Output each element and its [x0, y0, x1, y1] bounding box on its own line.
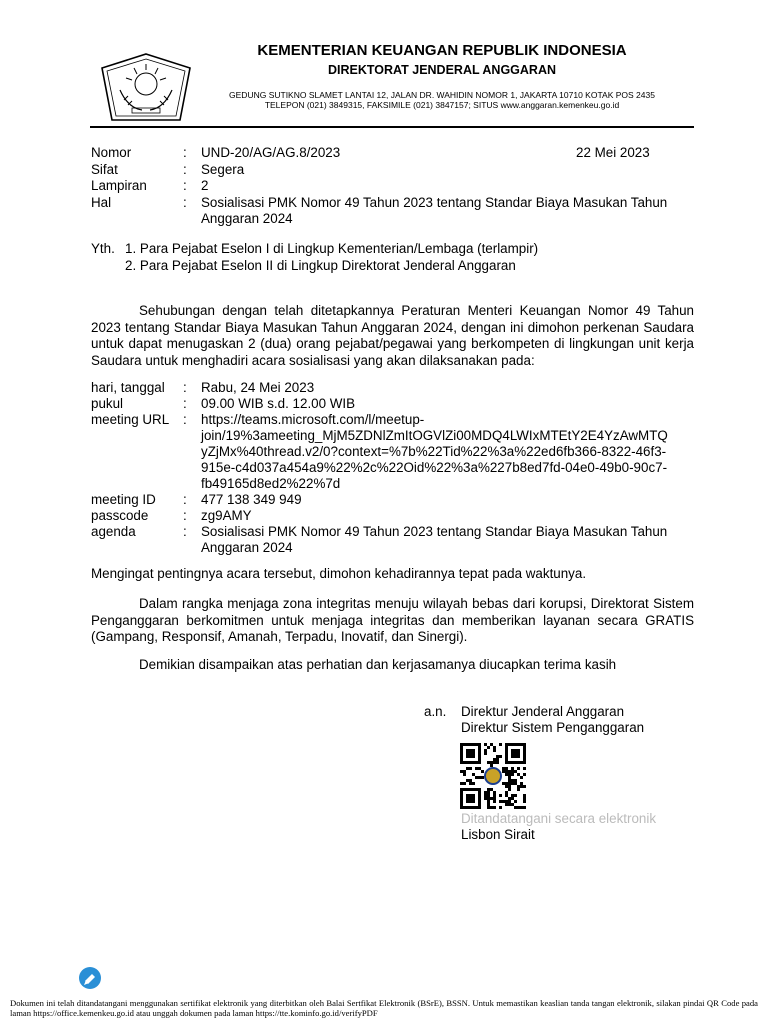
lampiran-value: 2 — [201, 178, 209, 193]
recipient-1: 1. Para Pejabat Eselon I di Lingkup Kementerian/Lembaga (terlampir) — [125, 241, 539, 256]
meeting-url-line1[interactable]: https://teams.microsoft.com/l/meetup- — [201, 412, 425, 427]
colon: : — [183, 508, 187, 523]
colon: : — [183, 524, 187, 539]
ministry-name: KEMENTERIAN KEUANGAN REPUBLIK INDONESIA — [257, 42, 627, 59]
body-paragraph-1: Sehubungan dengan telah ditetapkannya Peraturan Menteri Keuangan Nomor 49 Tahun 2023 tentang Standar Biaya Masukan Tahun Anggaran 2024, dengan ini dimohon perkenan Saudara untuk dapat menugaskan 2 (dua) orang pejabat/pegawai yang berkompeten di lingkungan unit kerja Saudara untuk menghadiri acara sosialisasi yang akan dilaksanakan pada: — [91, 303, 694, 368]
signer-title-2: Direktur Sistem Penganggaran — [461, 720, 645, 735]
footer-disclaimer: Dokumen ini telah ditandatangani menggunakan sertifikat elektronik yang diterbitkan oleh Balai Sertfikat Elektronik (BSrE), BSSN. Untuk memastikan keaslian tanda tangan elektronik, silakan pindai QR Code pada laman https://office.kemenkeu.go.id atau unggah dokumen pada laman https://tte.kominfo.go.id/verifyPDF — [10, 998, 758, 1018]
day-value: Rabu, 24 Mei 2023 — [201, 380, 315, 395]
hal-label: Hal — [91, 195, 112, 210]
nomor-label: Nomor — [91, 145, 132, 160]
address-line: GEDUNG SUTIKNO SLAMET LANTAI 12, JALAN DR. WAHIDIN NOMOR 1, JAKARTA 10710 KOTAK POS 2435 — [229, 90, 655, 100]
ministry-logo-icon — [98, 50, 194, 124]
colon: : — [183, 178, 187, 193]
meeting-url-line5[interactable]: fb49165d8ed2%22%7d — [201, 476, 341, 491]
nomor-value: UND-20/AG/AG.8/2023 — [201, 145, 341, 160]
url-label: meeting URL — [91, 412, 170, 427]
colon: : — [183, 145, 187, 160]
recipient-2: 2. Para Pejabat Eselon II di Lingkup Direktorat Jenderal Anggaran — [125, 258, 516, 273]
agenda-label: agenda — [91, 524, 136, 539]
time-label: pukul — [91, 396, 124, 411]
body-paragraph-3: Dalam rangka menjaga zona integritas menuju wilayah bebas dari korupsi, Direktorat Sistem Penganggaran berkomitmen untuk menjaga integritas dan memberikan layanan secara GRATIS (Gampang, Responsif, Amanah, Terpadu, Inovatif, dan Sinergi). — [91, 596, 694, 644]
day-label: hari, tanggal — [91, 380, 165, 395]
colon: : — [183, 492, 187, 507]
passcode-value: zg9AMY — [201, 508, 252, 523]
colon: : — [183, 380, 187, 395]
colon: : — [183, 195, 187, 210]
passcode-label: passcode — [91, 508, 149, 523]
colon: : — [183, 162, 187, 177]
on-behalf-label: a.n. — [424, 704, 447, 719]
time-value: 09.00 WIB s.d. 12.00 WIB — [201, 396, 356, 411]
meeting-id-value: 477 138 349 949 — [201, 492, 302, 507]
bsre-logo-icon — [78, 966, 102, 990]
meeting-url-line3[interactable]: yZjMx%40thread.v2/0?context=%7b%22Tid%22%3a%22ed6fb366-8322-46f3- — [201, 444, 667, 459]
signer-name: Lisbon Sirait — [461, 827, 535, 842]
lampiran-label: Lampiran — [91, 178, 147, 193]
body-paragraph-2: Mengingat pentingnya acara tersebut, dimohon kehadirannya tepat pada waktunya. — [91, 566, 587, 581]
agenda-value-line1: Sosialisasi PMK Nomor 49 Tahun 2023 tentang Standar Biaya Masukan Tahun — [201, 524, 668, 539]
body-paragraph-4: Demikian disampaikan atas perhatian dan kerjasamanya diucapkan terima kasih — [139, 657, 617, 672]
meeting-url-line4[interactable]: 915e-c4d037a454a9%22%2c%22Oid%22%3a%227b8ed7fd-04e0-49b0-90c7- — [201, 460, 668, 475]
sifat-label: Sifat — [91, 162, 118, 177]
qr-code-icon — [460, 743, 526, 809]
meeting-id-label: meeting ID — [91, 492, 156, 507]
header-divider — [90, 126, 694, 128]
directorate-name: DIREKTORAT JENDERAL ANGGARAN — [327, 63, 557, 77]
e-signature-note: Ditandatangani secara elektronik — [461, 811, 657, 826]
hal-value-line1: Sosialisasi PMK Nomor 49 Tahun 2023 tentang Standar Biaya Masukan Tahun — [201, 195, 668, 210]
contact-line: TELEPON (021) 3849315, FAKSIMILE (021) 3847157; SITUS www.anggaran.kemenkeu.go.id — [264, 100, 620, 110]
colon: : — [183, 412, 187, 427]
colon: : — [183, 396, 187, 411]
sifat-value: Segera — [201, 162, 245, 177]
hal-value-line2: Anggaran 2024 — [201, 211, 293, 226]
agenda-value-line2: Anggaran 2024 — [201, 540, 293, 555]
yth-label: Yth. — [91, 241, 115, 256]
signer-title-1: Direktur Jenderal Anggaran — [461, 704, 625, 719]
letter-date: 22 Mei 2023 — [576, 145, 650, 160]
meeting-url-line2[interactable]: join/19%3ameeting_MjM5ZDNlZmItOGVlZi00MDQ4LWIxMTEtY2E4YzAwMTQ — [201, 428, 668, 443]
